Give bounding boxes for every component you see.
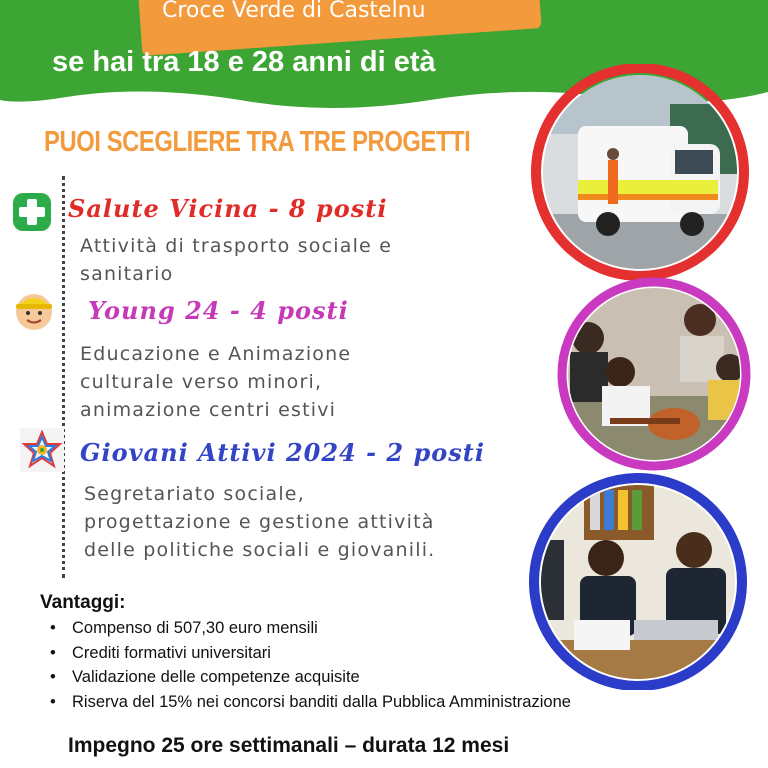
- desc-line: progettazione e gestione attività: [84, 511, 435, 533]
- commitment-footer: Impegno 25 ore settimanali – durata 12 mesi: [68, 734, 510, 757]
- desc-line: delle politiche sociali e giovanili.: [84, 539, 436, 561]
- project-title-young-24: Young 24 - 4 posti: [88, 296, 349, 325]
- advantages-title: Vantaggi:: [40, 592, 126, 613]
- advantages-list: [50, 616, 571, 714]
- project-title-giovani-attivi: Giovani Attivi 2024 - 2 posti: [80, 438, 485, 467]
- project-title-salute-vicina: Salute Vicina - 8 posti: [68, 194, 388, 223]
- project-desc-young-24: [80, 340, 351, 424]
- desc-line: animazione centri estivi: [80, 399, 337, 421]
- desc-line: Attività di trasporto sociale e: [80, 235, 393, 257]
- list-item: • Crediti formativi universitari: [50, 641, 571, 666]
- desc-line: Segretariato sociale,: [84, 483, 305, 505]
- young-group-photo: [540, 276, 768, 472]
- list-item: • Riserva del 15% nei concorsi banditi dalla Pubblica Amministrazione: [50, 690, 571, 715]
- dotted-divider: [62, 176, 65, 578]
- desc-line: Educazione e Animazione: [80, 343, 352, 365]
- desc-line: sanitario: [80, 263, 174, 285]
- org-name: Croce Verde di Castelnu: [162, 0, 426, 23]
- desc-line: culturale verso minori,: [80, 371, 323, 393]
- list-item: • Compenso di 507,30 euro mensili: [50, 616, 571, 641]
- green-cross-icon: [12, 192, 52, 232]
- projects-heading: PUOI SCEGLIERE TRA TRE PROGETTI: [44, 126, 471, 158]
- young-mascot-icon: [12, 288, 56, 332]
- age-requirement: se hai tra 18 e 28 anni di età: [52, 46, 436, 78]
- colorful-star-logo-icon: [20, 428, 64, 472]
- project-desc-salute-vicina: [80, 232, 392, 288]
- ambulance-photo: [520, 64, 760, 284]
- list-item: • Validazione delle competenze acquisite: [50, 665, 571, 690]
- project-desc-giovani-attivi: [84, 480, 435, 564]
